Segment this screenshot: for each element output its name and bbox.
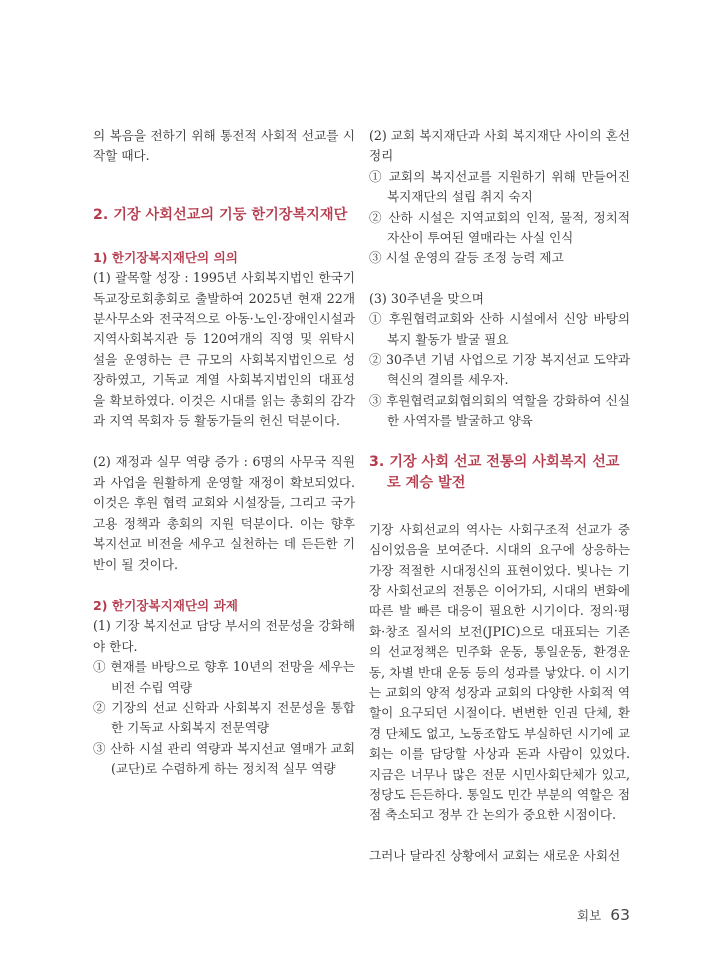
p2-list-item: ③ 시설 운영의 갈등 조정 능력 제고 [369,250,564,266]
page-footer [577,905,630,924]
sub2-paragraph-1: (1) 기장 복지선교 담당 부서의 전문성을 강화해야 한다. [93,618,355,654]
sub2-list-item: ② 기장의 선교 신학과 사회복지 전문성을 통합한 기독교 사회복지 전문역량 [93,699,355,736]
p2-list-item: ① 교회의 복지선교를 지원하기 위해 만들어진 복지재단의 설립 취지 숙지 [369,168,630,205]
p3-list-item: ① 후원협력교회와 산하 시설에서 신앙 바탕의 복지 활동가 발굴 필요 [369,311,630,347]
sub2-list-item: ① 현재를 바탕으로 향후 10년의 전망을 세우는 비전 수립 역량 [93,659,355,695]
page-number: 63 [610,906,630,924]
left-column [93,126,355,780]
section-3-heading: 3. 기장 사회 선교 전통의 사회복지 선교로 계승 발전 [369,453,620,491]
p2-title: (2) 교회 복지재단과 사회 복지재단 사이의 혼선 정리 [369,128,630,164]
section-3-paragraph-1: 기장 사회선교의 역사는 사회구조적 선교가 중심이었음을 보여준다. 시대의 요구에 상응하는 가장 적절한 시대정신의 표현이었다. 빛나는 기장 사회선교의 전통은 이어가되, 시대의 변화에 따른 발 빠른 대응이 필요한 시기이다. 정의·평화·창조 질서의 보전(JPIC)으로 대표되는 기존의 선교정책은 민주화 운동, 통일운동, 환경운동, 차별 반대 운동 등의 성과를 낳았다. 이 시기는 교회의 양적 성장과 교회의 다양한 사회적 역할이 요구되던 시절이다. 변변한 인권 단체, 환경 단체도 없고, 노동조합도 부실하던 시기에 교회는 이를 담당할 사상과 돈과 사람이 있었다. 지금은 너무나 많은 전문 시민사회단체가 있고, 정당도 든든하다. 통일도 민간 부분의 역할은 점점 축소되고 정부 간 논의가 중요한 시점이다. [369,521,630,823]
section-2-heading: 2. 기장 사회선교의 기둥 한기장복지재단 [93,206,348,223]
subsection-1-heading: 1) 한기장복지재단의 의의 [93,249,238,265]
subsection-2-heading: 2) 한기장복지재단의 과제 [93,597,238,613]
sub1-paragraph-2: (2) 재정과 실무 역량 증가 : 6명의 사무국 직원과 사업을 원활하게 운영할 재정이 확보되었다. 이것은 후원 협력 교회와 시설장들, 그리고 국가 고용 정책과 총회의 지원 덕분이다. 이는 향후 복지선교 비전을 세우고 실천하는 데 든든한 기반이 될 것이다. [93,454,355,572]
right-column [369,126,630,866]
sub2-list-item: ③ 산하 시설 관리 역량과 복지선교 열매가 교회(교단)로 수렴하게 하는 정치적 실무 역량 [93,740,355,777]
sub1-paragraph-1: (1) 괄목할 성장 : 1995년 사회복지법인 한국기독교장로회총회로 출발하여 2025년 현재 22개 분사무소와 전국적으로 아동·노인·장애인시설과 지역사회복지관 등 120여개의 직영 및 위탁시설을 운영하는 큰 규모의 사회복지법인으로 성장하였고, 기독교 계열 사회복지법인의 대표성을 확보하였다. 이것은 시대를 읽는 총회의 감각과 지역 목회자 등 활동가들의 헌신 덕분이다. [93,270,355,429]
p3-list-item: ② 30주년 기념 사업으로 기장 복지선교 도약과 혁신의 결의를 세우자. [369,352,630,388]
p3-list-item: ③ 후원협력교회협의회의 역할을 강화하여 신실한 사역자를 발굴하고 양육 [369,392,630,429]
intro-paragraph: 의 복음을 전하기 위해 통전적 사회적 선교를 시작할 때다. [93,128,355,164]
p2-list-item: ② 산하 시설은 지역교회의 인적, 물적, 정치적 자산이 투여된 열매라는 사실 인식 [369,209,630,246]
section-3-paragraph-2: 그러나 달라진 상황에서 교회는 새로운 사회선 [369,847,621,863]
publication-label: 회보 [577,908,602,923]
p3-title: (3) 30주년을 맞으며 [369,290,484,306]
